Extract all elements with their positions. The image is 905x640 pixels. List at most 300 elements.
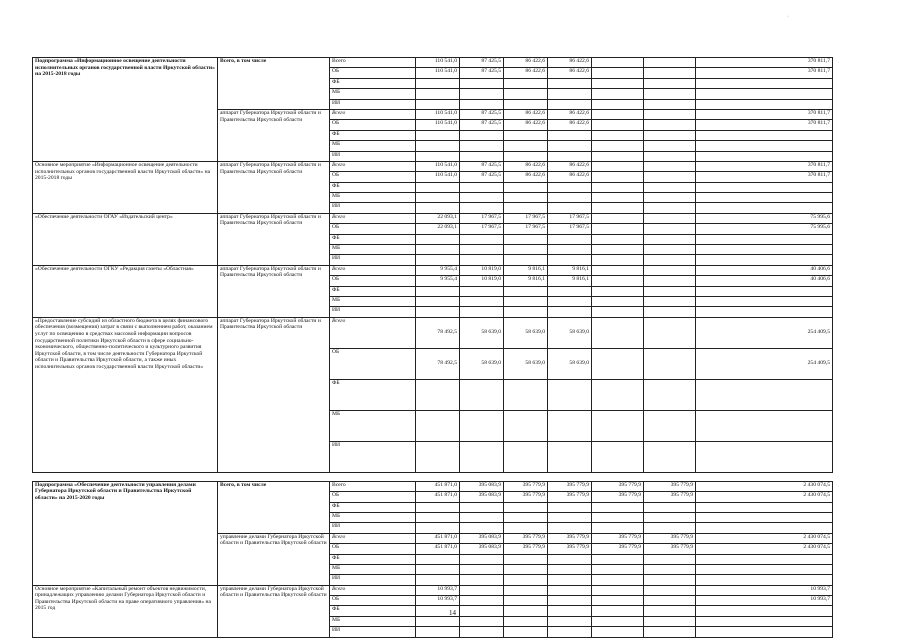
funding-source-cell: ФБ xyxy=(330,606,416,616)
year-value-cell xyxy=(644,276,696,286)
year-value-cell xyxy=(548,410,592,441)
funding-source-cell: ОБ xyxy=(330,120,416,130)
total-value-cell xyxy=(696,89,833,99)
year-value-cell xyxy=(460,512,504,522)
year-value-cell: 395 779,9 xyxy=(548,544,592,554)
year-value-cell xyxy=(416,255,460,265)
year-value-cell: 87 425,5 xyxy=(460,161,504,171)
year-value-cell xyxy=(504,379,548,410)
year-value-cell: 10 819,0 xyxy=(460,265,504,275)
year-value-cell: 451 871,0 xyxy=(416,544,460,554)
total-value-cell: 2 430 074,5 xyxy=(696,481,833,491)
year-value-cell: 9 816,1 xyxy=(504,276,548,286)
table-row xyxy=(33,585,833,595)
year-value-cell: 87 425,5 xyxy=(460,58,504,68)
year-value-cell xyxy=(504,523,548,533)
year-value-cell xyxy=(460,296,504,306)
year-value-cell xyxy=(592,234,644,244)
year-value-cell xyxy=(504,596,548,606)
year-value-cell xyxy=(644,224,696,234)
year-value-cell: 22 093,1 xyxy=(416,224,460,234)
year-value-cell xyxy=(460,441,504,472)
year-value-cell: 9 955,4 xyxy=(416,276,460,286)
total-value-cell: 2 430 074,5 xyxy=(696,492,833,502)
year-value-cell xyxy=(460,193,504,203)
total-value-cell xyxy=(696,182,833,192)
funding-source-cell: ФБ xyxy=(330,379,416,410)
year-value-cell xyxy=(592,585,644,595)
year-value-cell xyxy=(644,255,696,265)
year-value-cell: 86 422,6 xyxy=(548,58,592,68)
year-value-cell: 451 871,0 xyxy=(416,481,460,491)
year-value-cell xyxy=(416,286,460,296)
year-value-cell: 86 422,6 xyxy=(548,172,592,182)
year-value-cell: 10 819,0 xyxy=(460,276,504,286)
year-value-cell: 87 425,5 xyxy=(460,109,504,119)
funding-source-cell: ФБ xyxy=(330,554,416,564)
funding-source-cell: Всего xyxy=(330,481,416,491)
year-value-cell xyxy=(460,627,504,637)
year-value-cell xyxy=(504,130,548,140)
year-value-cell xyxy=(644,627,696,637)
year-value-cell xyxy=(644,109,696,119)
year-value-cell xyxy=(592,203,644,213)
funding-source-cell: Всего xyxy=(330,585,416,595)
year-value-cell xyxy=(548,564,592,574)
year-value-cell xyxy=(504,616,548,626)
funding-source-cell: ОБ xyxy=(330,276,416,286)
year-value-cell xyxy=(460,410,504,441)
year-value-cell xyxy=(592,441,644,472)
funding-source-cell: ИИ xyxy=(330,255,416,265)
year-value-cell: 78 492,5 xyxy=(416,348,460,379)
executor-cell: Всего, в том числе xyxy=(218,481,330,533)
year-value-cell xyxy=(548,596,592,606)
year-value-cell xyxy=(644,564,696,574)
year-value-cell: 87 425,5 xyxy=(460,68,504,78)
executor-cell: управление делами Губернатора Иркутской области и Правительства Иркутской области xyxy=(218,533,330,585)
year-value-cell xyxy=(592,172,644,182)
total-value-cell: 370 811,7 xyxy=(696,120,833,130)
year-value-cell: 395 083,9 xyxy=(460,544,504,554)
year-value-cell xyxy=(644,193,696,203)
year-value-cell xyxy=(548,307,592,317)
total-value-cell: 10 993,7 xyxy=(696,596,833,606)
funding-source-cell: МБ xyxy=(330,512,416,522)
year-value-cell xyxy=(592,502,644,512)
year-value-cell xyxy=(644,182,696,192)
page-number: 14 xyxy=(449,609,456,617)
year-value-cell xyxy=(592,182,644,192)
year-value-cell xyxy=(644,78,696,88)
year-value-cell xyxy=(460,575,504,585)
total-value-cell xyxy=(696,203,833,213)
year-value-cell: 9 816,1 xyxy=(504,265,548,275)
funding-source-cell: ОБ xyxy=(330,492,416,502)
year-value-cell xyxy=(592,99,644,109)
funding-source-cell: Всего xyxy=(330,213,416,223)
total-value-cell xyxy=(696,441,833,472)
year-value-cell: 110 541,0 xyxy=(416,58,460,68)
total-value-cell: 370 811,7 xyxy=(696,68,833,78)
year-value-cell: 110 541,0 xyxy=(416,120,460,130)
year-value-cell xyxy=(504,151,548,161)
year-value-cell xyxy=(504,245,548,255)
year-value-cell xyxy=(592,89,644,99)
year-value-cell xyxy=(548,182,592,192)
funding-source-cell: ИИ xyxy=(330,441,416,472)
year-value-cell xyxy=(548,575,592,585)
year-value-cell xyxy=(644,596,696,606)
year-value-cell xyxy=(592,141,644,151)
year-value-cell: 86 422,6 xyxy=(504,109,548,119)
year-value-cell xyxy=(504,307,548,317)
year-value-cell xyxy=(416,203,460,213)
total-value-cell xyxy=(696,575,833,585)
program-name-cell: Основное мероприятие «Информационное освещение деятельности исполнительных органов государственной власти Иркутской области» на 2015-2018 годы xyxy=(33,161,218,213)
funding-source-cell: ИИ xyxy=(330,203,416,213)
year-value-cell xyxy=(592,78,644,88)
executor-cell: аппарат Губернатора Иркутской области и Правительства Иркутской области xyxy=(218,109,330,161)
table-row xyxy=(33,481,833,491)
year-value-cell: 395 779,9 xyxy=(504,481,548,491)
year-value-cell xyxy=(504,78,548,88)
year-value-cell xyxy=(592,379,644,410)
year-value-cell xyxy=(592,627,644,637)
year-value-cell xyxy=(416,141,460,151)
funding-source-cell: ФБ xyxy=(330,234,416,244)
year-value-cell xyxy=(644,317,696,348)
year-value-cell xyxy=(644,296,696,306)
year-value-cell xyxy=(504,502,548,512)
year-value-cell xyxy=(592,265,644,275)
year-value-cell xyxy=(644,307,696,317)
year-value-cell xyxy=(416,575,460,585)
year-value-cell xyxy=(644,502,696,512)
year-value-cell: 86 422,6 xyxy=(504,58,548,68)
year-value-cell: 86 422,6 xyxy=(548,109,592,119)
funding-source-cell: ФБ xyxy=(330,182,416,192)
year-value-cell: 17 967,5 xyxy=(504,213,548,223)
total-value-cell xyxy=(696,255,833,265)
year-value-cell xyxy=(416,193,460,203)
year-value-cell: 395 779,9 xyxy=(548,492,592,502)
year-value-cell: 87 425,5 xyxy=(460,120,504,130)
table-row xyxy=(33,213,833,223)
year-value-cell xyxy=(644,523,696,533)
year-value-cell xyxy=(644,172,696,182)
year-value-cell xyxy=(644,58,696,68)
year-value-cell xyxy=(644,410,696,441)
year-value-cell xyxy=(592,161,644,171)
year-value-cell xyxy=(548,554,592,564)
year-value-cell xyxy=(548,523,592,533)
year-value-cell xyxy=(592,193,644,203)
year-value-cell xyxy=(592,68,644,78)
year-value-cell xyxy=(644,151,696,161)
year-value-cell xyxy=(504,554,548,564)
year-value-cell: 395 779,9 xyxy=(592,492,644,502)
funding-source-cell: ИИ xyxy=(330,99,416,109)
year-value-cell xyxy=(592,224,644,234)
year-value-cell xyxy=(592,109,644,119)
total-value-cell: 370 811,7 xyxy=(696,109,833,119)
year-value-cell xyxy=(504,286,548,296)
year-value-cell xyxy=(592,596,644,606)
funding-source-cell: Всего xyxy=(330,161,416,171)
year-value-cell xyxy=(504,441,548,472)
year-value-cell xyxy=(416,130,460,140)
year-value-cell xyxy=(592,151,644,161)
total-value-cell: 254 409,5 xyxy=(696,348,833,379)
funding-source-cell: МБ xyxy=(330,296,416,306)
year-value-cell: 9 816,1 xyxy=(548,276,592,286)
program-name-cell: Основное мероприятие «Капитальный ремонт объектов недвижимости, принадлежащих управлению делами Губернатора Иркутской области и Правительства Иркутской области на праве оперативного управления» на 2015 год xyxy=(33,585,218,637)
year-value-cell xyxy=(416,512,460,522)
year-value-cell xyxy=(644,379,696,410)
year-value-cell: 10 993,7 xyxy=(416,596,460,606)
total-value-cell xyxy=(696,554,833,564)
executor-cell: аппарат Губернатора Иркутской области и Правительства Иркутской области xyxy=(218,213,330,265)
year-value-cell xyxy=(504,141,548,151)
total-value-cell xyxy=(696,564,833,574)
year-value-cell xyxy=(460,234,504,244)
year-value-cell: 110 541,0 xyxy=(416,68,460,78)
total-value-cell: 2 430 074,5 xyxy=(696,533,833,543)
year-value-cell: 395 779,9 xyxy=(592,481,644,491)
year-value-cell xyxy=(504,234,548,244)
year-value-cell xyxy=(548,441,592,472)
corner-mark: · xyxy=(787,14,789,20)
year-value-cell: 110 541,0 xyxy=(416,161,460,171)
year-value-cell xyxy=(592,213,644,223)
total-value-cell xyxy=(696,286,833,296)
funding-source-cell: ИИ xyxy=(330,151,416,161)
spacer-row xyxy=(33,472,833,481)
executor-cell: управление делами Губернатора Иркутской области и Правительства Иркутской области xyxy=(218,585,330,637)
year-value-cell xyxy=(548,234,592,244)
year-value-cell: 58 639,0 xyxy=(504,317,548,348)
year-value-cell xyxy=(592,554,644,564)
funding-source-cell: МБ xyxy=(330,616,416,626)
total-value-cell: 75 995,6 xyxy=(696,213,833,223)
year-value-cell xyxy=(592,616,644,626)
year-value-cell: 58 639,0 xyxy=(548,348,592,379)
funding-source-cell: ИИ xyxy=(330,307,416,317)
total-value-cell xyxy=(696,379,833,410)
year-value-cell xyxy=(592,348,644,379)
total-value-cell xyxy=(696,523,833,533)
year-value-cell xyxy=(416,78,460,88)
funding-source-cell: Всего xyxy=(330,265,416,275)
funding-source-cell: Всего xyxy=(330,109,416,119)
year-value-cell xyxy=(548,585,592,595)
year-value-cell xyxy=(504,296,548,306)
year-value-cell: 17 967,5 xyxy=(548,213,592,223)
year-value-cell xyxy=(460,78,504,88)
year-value-cell xyxy=(460,502,504,512)
year-value-cell xyxy=(460,616,504,626)
funding-source-cell: ФБ xyxy=(330,502,416,512)
year-value-cell: 395 779,9 xyxy=(644,533,696,543)
total-value-cell: 254 409,5 xyxy=(696,317,833,348)
funding-source-cell: ОБ xyxy=(330,224,416,234)
year-value-cell xyxy=(460,379,504,410)
year-value-cell: 395 779,9 xyxy=(504,492,548,502)
year-value-cell xyxy=(416,182,460,192)
year-value-cell xyxy=(460,141,504,151)
funding-source-cell: МБ xyxy=(330,141,416,151)
table-row xyxy=(33,265,833,275)
year-value-cell xyxy=(548,141,592,151)
year-value-cell xyxy=(644,213,696,223)
year-value-cell xyxy=(548,502,592,512)
year-value-cell: 58 639,0 xyxy=(504,348,548,379)
year-value-cell xyxy=(460,89,504,99)
year-value-cell: 395 779,9 xyxy=(644,481,696,491)
year-value-cell xyxy=(644,245,696,255)
year-value-cell xyxy=(504,512,548,522)
year-value-cell xyxy=(416,379,460,410)
year-value-cell xyxy=(592,307,644,317)
executor-cell: аппарат Губернатора Иркутской области и Правительства Иркутской области xyxy=(218,265,330,317)
year-value-cell xyxy=(644,286,696,296)
year-value-cell xyxy=(548,193,592,203)
year-value-cell xyxy=(504,203,548,213)
funding-source-cell: Всего xyxy=(330,533,416,543)
year-value-cell xyxy=(504,255,548,265)
year-value-cell xyxy=(416,245,460,255)
year-value-cell: 395 779,9 xyxy=(548,481,592,491)
year-value-cell xyxy=(416,410,460,441)
funding-source-cell: ИИ xyxy=(330,627,416,637)
year-value-cell xyxy=(460,99,504,109)
year-value-cell xyxy=(644,585,696,595)
year-value-cell xyxy=(460,286,504,296)
total-value-cell: 370 811,7 xyxy=(696,58,833,68)
year-value-cell xyxy=(460,564,504,574)
year-value-cell xyxy=(644,554,696,564)
total-value-cell xyxy=(696,296,833,306)
total-value-cell: 370 811,7 xyxy=(696,161,833,171)
year-value-cell xyxy=(644,161,696,171)
year-value-cell xyxy=(416,627,460,637)
year-value-cell xyxy=(548,512,592,522)
year-value-cell: 17 967,5 xyxy=(548,224,592,234)
year-value-cell xyxy=(592,296,644,306)
year-value-cell xyxy=(644,68,696,78)
executor-cell: аппарат Губернатора Иркутской области и Правительства Иркутской области xyxy=(218,161,330,213)
year-value-cell xyxy=(548,379,592,410)
year-value-cell: 78 492,5 xyxy=(416,317,460,348)
year-value-cell: 86 422,6 xyxy=(504,172,548,182)
year-value-cell xyxy=(460,182,504,192)
year-value-cell xyxy=(548,627,592,637)
total-value-cell: 75 995,6 xyxy=(696,224,833,234)
year-value-cell xyxy=(416,89,460,99)
year-value-cell xyxy=(548,255,592,265)
executor-cell: Всего, в том числе xyxy=(218,58,330,110)
year-value-cell: 395 083,9 xyxy=(460,492,504,502)
year-value-cell xyxy=(504,193,548,203)
year-value-cell xyxy=(592,58,644,68)
year-value-cell: 9 816,1 xyxy=(548,265,592,275)
year-value-cell: 17 967,5 xyxy=(460,213,504,223)
executor-cell: аппарат Губернатора Иркутской области и Правительства Иркутской области xyxy=(218,317,330,472)
year-value-cell xyxy=(644,265,696,275)
funding-source-cell: ОБ xyxy=(330,172,416,182)
year-value-cell xyxy=(416,151,460,161)
year-value-cell xyxy=(592,523,644,533)
table-row xyxy=(33,317,833,348)
funding-source-cell: Всего xyxy=(330,317,416,348)
year-value-cell: 395 779,9 xyxy=(504,544,548,554)
year-value-cell: 395 779,9 xyxy=(548,533,592,543)
program-name-cell: «Предоставление субсидий из областного бюджета в целях финансового обеспечения (возмещения) затрат в связи с выполнением работ, оказанием услуг по освещению в средствах массовой информации вопросов государственной политики Иркутской области в сфере социально-экономического, общественно-политического и культурного развития Иркутской области, в том числе деятельности Губернатора Иркутской области и Правительства Иркутской области, а также иных исполнительных органов государственной власти Иркутской области» xyxy=(33,317,218,472)
year-value-cell xyxy=(416,616,460,626)
year-value-cell: 17 967,5 xyxy=(504,224,548,234)
year-value-cell xyxy=(548,296,592,306)
year-value-cell xyxy=(644,130,696,140)
year-value-cell xyxy=(592,575,644,585)
year-value-cell xyxy=(644,141,696,151)
year-value-cell xyxy=(548,616,592,626)
year-value-cell: 9 955,4 xyxy=(416,265,460,275)
year-value-cell xyxy=(592,130,644,140)
year-value-cell: 395 779,9 xyxy=(644,492,696,502)
year-value-cell xyxy=(548,130,592,140)
funding-source-cell: ФБ xyxy=(330,130,416,140)
year-value-cell: 395 779,9 xyxy=(504,533,548,543)
year-value-cell xyxy=(416,502,460,512)
year-value-cell xyxy=(644,99,696,109)
funding-source-cell: ФБ xyxy=(330,286,416,296)
funding-source-cell: ОБ xyxy=(330,348,416,379)
year-value-cell xyxy=(460,203,504,213)
funding-source-cell: ИИ xyxy=(330,523,416,533)
budget-sheet xyxy=(32,57,832,638)
year-value-cell xyxy=(592,286,644,296)
year-value-cell xyxy=(592,564,644,574)
spacer-cell xyxy=(33,472,833,481)
year-value-cell xyxy=(592,255,644,265)
year-value-cell xyxy=(416,234,460,244)
year-value-cell xyxy=(416,296,460,306)
total-value-cell xyxy=(696,502,833,512)
year-value-cell xyxy=(592,276,644,286)
year-value-cell: 395 779,9 xyxy=(592,533,644,543)
year-value-cell xyxy=(548,89,592,99)
funding-source-cell: ОБ xyxy=(330,596,416,606)
year-value-cell xyxy=(416,564,460,574)
total-value-cell xyxy=(696,141,833,151)
year-value-cell xyxy=(504,627,548,637)
year-value-cell xyxy=(460,307,504,317)
year-value-cell: 110 541,0 xyxy=(416,109,460,119)
funding-source-cell: МБ xyxy=(330,245,416,255)
total-value-cell xyxy=(696,410,833,441)
table-row xyxy=(33,58,833,68)
year-value-cell: 58 639,0 xyxy=(460,348,504,379)
year-value-cell: 395 083,9 xyxy=(460,481,504,491)
year-value-cell xyxy=(504,585,548,595)
year-value-cell xyxy=(460,151,504,161)
year-value-cell xyxy=(416,554,460,564)
year-value-cell xyxy=(548,203,592,213)
year-value-cell: 110 541,0 xyxy=(416,172,460,182)
funding-source-cell: МБ xyxy=(330,89,416,99)
year-value-cell xyxy=(460,596,504,606)
